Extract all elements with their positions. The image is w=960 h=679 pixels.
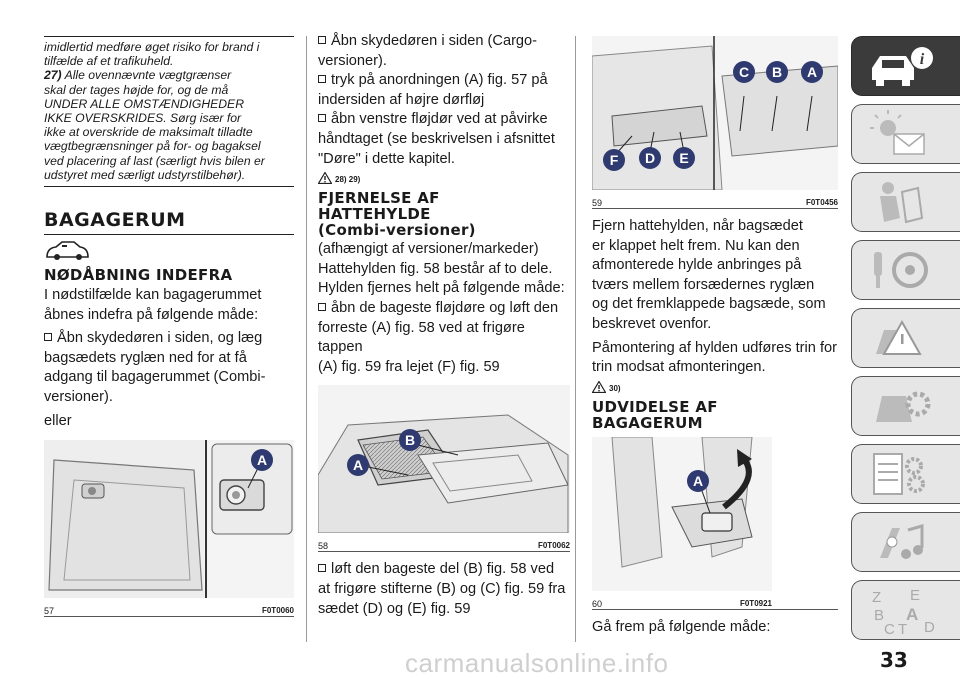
tab-technical-data[interactable] xyxy=(851,444,960,504)
bullet-square-icon xyxy=(318,75,326,83)
figure-code: F0T0062 xyxy=(537,541,570,551)
tab-steering-key[interactable] xyxy=(851,240,960,300)
index-letter: T xyxy=(898,621,908,636)
text-line: at frigøre stifterne (B) og (C) fig. 59 fra xyxy=(318,580,566,597)
figure-60-illustration xyxy=(592,437,772,591)
seat-safety-icon xyxy=(872,178,942,228)
emergency-triangle-icon xyxy=(868,314,938,364)
eller-text: eller xyxy=(44,412,72,429)
paragraph xyxy=(44,286,294,325)
index-icon xyxy=(868,586,948,636)
column-2 xyxy=(318,32,570,619)
column-1 xyxy=(44,36,294,617)
note-line: tilfælde af et trafikuheld. xyxy=(44,54,174,69)
note-line: skal der tages højde for, og de må xyxy=(44,82,229,97)
bullet-item xyxy=(318,560,570,619)
callout-label: E xyxy=(679,150,689,166)
note-line: Alle ovennævnte vægtgrænser xyxy=(64,68,232,83)
note-line: vægtbegrænsninger på for- og bagaksel xyxy=(44,139,261,154)
text-line: sædet (D) og (E) fig. 59 xyxy=(318,600,471,617)
figure-number: 57 xyxy=(44,606,55,617)
callout-label: D xyxy=(644,150,656,166)
car-info-icon xyxy=(866,42,936,92)
sub-title-line: BAGAGERUM xyxy=(592,413,703,432)
text-line: åbn venstre fløjdør ved at påvirke xyxy=(331,111,548,128)
text-line: Hattehylden fig. 58 består af to dele. xyxy=(318,260,553,277)
bullet-square-icon xyxy=(318,564,326,572)
bullet-item xyxy=(318,299,570,377)
callout-label: A xyxy=(806,64,818,80)
figure-code: F0T0921 xyxy=(739,598,772,608)
svg-text:i: i xyxy=(919,51,925,68)
steering-key-icon xyxy=(868,246,938,296)
bullet-item xyxy=(318,32,570,71)
text-line: afmonterede hylde anbringes på xyxy=(592,257,802,274)
figure-58 xyxy=(318,385,570,552)
note-number: 27) xyxy=(44,68,62,83)
figure-57-illustration xyxy=(44,440,294,598)
tab-index[interactable] xyxy=(851,580,960,640)
warning-lights-icon xyxy=(870,110,940,160)
note-line: udstyret med særligt udstyrstilbehør). xyxy=(44,167,246,182)
index-letter: A xyxy=(906,605,919,624)
note-27 xyxy=(44,68,294,187)
sub-title-line: FJERNELSE AF xyxy=(318,189,440,208)
warning-ref-text: 28) 29) xyxy=(335,175,361,185)
callout-label: A xyxy=(352,457,364,474)
bullet-item xyxy=(318,110,570,169)
maintenance-icon xyxy=(868,382,938,432)
page-number: 33 xyxy=(880,648,908,672)
bullet-item xyxy=(44,329,294,407)
index-letter: C xyxy=(884,621,895,636)
bullet-square-icon xyxy=(318,36,326,44)
watermark: carmanualsonline.info xyxy=(405,648,669,678)
text-line: er klappet helt frem. Nu kan den xyxy=(592,237,800,254)
tab-multimedia[interactable] xyxy=(851,512,960,572)
text-line: "Døre" i dette kapitel. xyxy=(318,150,455,167)
figure-caption xyxy=(318,538,570,551)
figure-59 xyxy=(592,36,838,209)
text-line: Åbn skydedøren i siden, og læg xyxy=(57,330,263,347)
index-letter: Z xyxy=(872,589,882,606)
text-line: tryk på anordningen (A) fig. 57 på xyxy=(331,72,548,89)
note-line: UNDER ALLE OMSTÆNDIGHEDER xyxy=(44,96,244,111)
text-line: (A) fig. 59 fra lejet (F) fig. 59 xyxy=(318,358,500,375)
text-line: versioner). xyxy=(318,52,387,69)
callout-label: A xyxy=(692,472,704,489)
text-line: adgang til bagagerummet (Combi- xyxy=(44,369,266,386)
note-line: ikke at overskride de maksimalt tilladte xyxy=(44,125,253,140)
text-line: tværs mellem forsædernes ryglæn xyxy=(592,276,815,293)
figure-60 xyxy=(592,437,838,610)
note-line: ved placering af last (særligt hvis bilen er xyxy=(44,153,265,168)
section-title: BAGAGERUM xyxy=(44,209,294,235)
note-line: IKKE OVERSKRIDES. Sørg især for xyxy=(44,111,242,126)
warning-triangle-icon xyxy=(592,381,606,393)
warning-triangle-icon xyxy=(318,172,332,184)
warning-references xyxy=(318,172,570,184)
text-line: håndtaget (se beskrivelsen i afsnittet xyxy=(318,130,555,147)
text-line: indersiden af højre dørfløj xyxy=(318,91,485,108)
figure-number: 60 xyxy=(592,598,603,609)
text-line: forreste (A) fig. 58 ved at frigøre tappen xyxy=(318,319,525,356)
tab-warning-lights[interactable] xyxy=(851,104,960,164)
figure-number: 58 xyxy=(318,541,329,552)
figure-caption xyxy=(44,603,294,616)
text-line: versioner). xyxy=(44,389,113,405)
text-line: og det fremklappede bagsæde, som xyxy=(592,296,826,313)
text-line: Hylden fjernes helt på følgende måde: xyxy=(318,280,565,297)
sub-title-line: UDVIDELSE AF xyxy=(592,397,718,416)
figure-code: F0T0456 xyxy=(805,198,838,207)
note-line: imidlertid medføre øget risiko for brand i xyxy=(44,40,260,54)
index-letter: E xyxy=(910,587,921,604)
bullet-square-icon xyxy=(318,114,326,122)
figure-57 xyxy=(44,440,294,617)
index-letter: B xyxy=(874,607,885,624)
warning-ref-text: 30) xyxy=(609,383,621,393)
sub-title: NØDÅBNING INDEFRA xyxy=(44,266,233,285)
callout-label: B xyxy=(771,64,783,80)
text-line: (afhængigt af versioner/markeder) xyxy=(318,241,539,258)
text-line: Fjern hattehylden, når bagsædet xyxy=(592,218,803,234)
callout-label: A xyxy=(256,452,268,469)
note-continuation xyxy=(44,36,294,68)
figure-code: F0T0060 xyxy=(261,606,294,616)
paragraph xyxy=(318,240,570,299)
car-trunk-icon xyxy=(44,239,294,265)
text-line: løft den bageste del (B) fig. 58 ved xyxy=(331,561,555,578)
text-line: beskrevet ovenfor. xyxy=(592,315,712,332)
bullet-square-icon xyxy=(318,303,326,311)
text-line: I nødstilfælde kan bagagerummet xyxy=(44,287,262,304)
tab-emergency[interactable] xyxy=(851,308,960,368)
callout-label: F xyxy=(609,152,619,168)
callout-label: B xyxy=(404,432,416,449)
text-line: åbn de bageste fløjdøre og løft den xyxy=(331,299,559,316)
callout-label: C xyxy=(738,64,750,80)
figure-number: 59 xyxy=(592,198,603,208)
sub-title xyxy=(592,399,838,431)
text-line: Åbn skydedøren i siden (Cargo- xyxy=(331,33,538,49)
figure-58-illustration xyxy=(318,385,570,533)
paragraph xyxy=(592,217,838,335)
text-line: åbnes indefra på følgende måde: xyxy=(44,306,259,323)
column-3 xyxy=(592,36,838,637)
paragraph xyxy=(592,339,838,378)
bullet-item xyxy=(318,71,570,110)
paragraph: Gå frem på følgende måde: xyxy=(592,618,771,635)
sub-title-line: (Combi-versioner) xyxy=(318,221,476,240)
text-line: bagsædets ryglæn ned for at få xyxy=(44,349,247,366)
column-divider xyxy=(306,36,307,642)
tab-maintenance[interactable] xyxy=(851,376,960,436)
tab-seat-safety[interactable] xyxy=(851,172,960,232)
figure-caption xyxy=(592,596,772,609)
sub-title-line: HATTEHYLDE xyxy=(318,205,431,224)
text-line: Påmontering af hylden udføres trin for xyxy=(592,339,837,356)
text-line: trin modsat afmonteringen. xyxy=(592,359,766,376)
sub-title xyxy=(318,190,570,238)
tab-car-info[interactable] xyxy=(851,36,960,96)
multimedia-icon xyxy=(870,518,940,568)
technical-data-icon xyxy=(868,450,938,500)
figure-59-illustration xyxy=(592,36,838,190)
figure-caption xyxy=(592,195,838,208)
warning-references xyxy=(592,381,838,393)
index-letter: D xyxy=(924,619,935,636)
column-divider xyxy=(575,36,576,642)
bullet-square-icon xyxy=(44,333,52,341)
